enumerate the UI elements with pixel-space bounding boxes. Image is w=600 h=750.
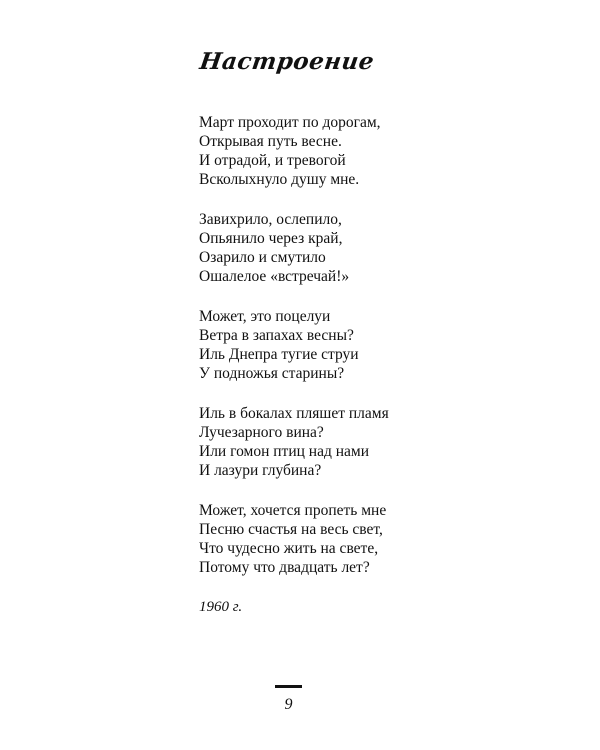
poem-line: Ошалелое «встречай!» (199, 268, 350, 285)
stanza (199, 210, 529, 286)
poem-line: Завихрило, ослепило, (199, 211, 342, 228)
poem-line: Потому что двадцать лет? (199, 559, 370, 576)
poem-line: Что чудесно жить на свете, (199, 540, 379, 557)
stanza (199, 113, 529, 189)
footer-divider (275, 685, 302, 688)
poem-line: У подножья старины? (199, 365, 345, 382)
poem-line: Всколыхнуло душу мне. (199, 171, 360, 188)
stanza (199, 307, 529, 383)
poem-line: Иль в бокалах пляшет пламя (199, 405, 389, 422)
poem-line: И отрадой, и тревогой (199, 152, 346, 169)
poem-line: Опьянило через край, (199, 230, 343, 247)
stanza (199, 501, 529, 577)
poem-line: Может, это поцелуи (199, 308, 331, 325)
poem-title: Настроение (198, 48, 376, 75)
poem-line: Открывая путь весне. (199, 133, 342, 150)
poem-line: И лазури глубина? (199, 462, 322, 479)
poem-line: Озарило и смутило (199, 249, 326, 266)
poem-line: Или гомон птиц над нами (199, 443, 370, 460)
page-number: 9 (284, 696, 293, 713)
poem-date: 1960 г. (199, 599, 243, 615)
poem-line: Песню счастья на весь свет, (199, 521, 383, 538)
poem-body (199, 113, 529, 617)
poem-line: Может, хочется пропеть мне (199, 502, 387, 519)
poem-line: Лучезарного вина? (199, 424, 324, 441)
poem-line: Ветра в запахах весны? (199, 327, 354, 344)
stanza (199, 404, 529, 480)
poem-line: Иль Днепра тугие струи (199, 346, 359, 363)
poem-line: Март проходит по дорогам, (199, 114, 381, 131)
